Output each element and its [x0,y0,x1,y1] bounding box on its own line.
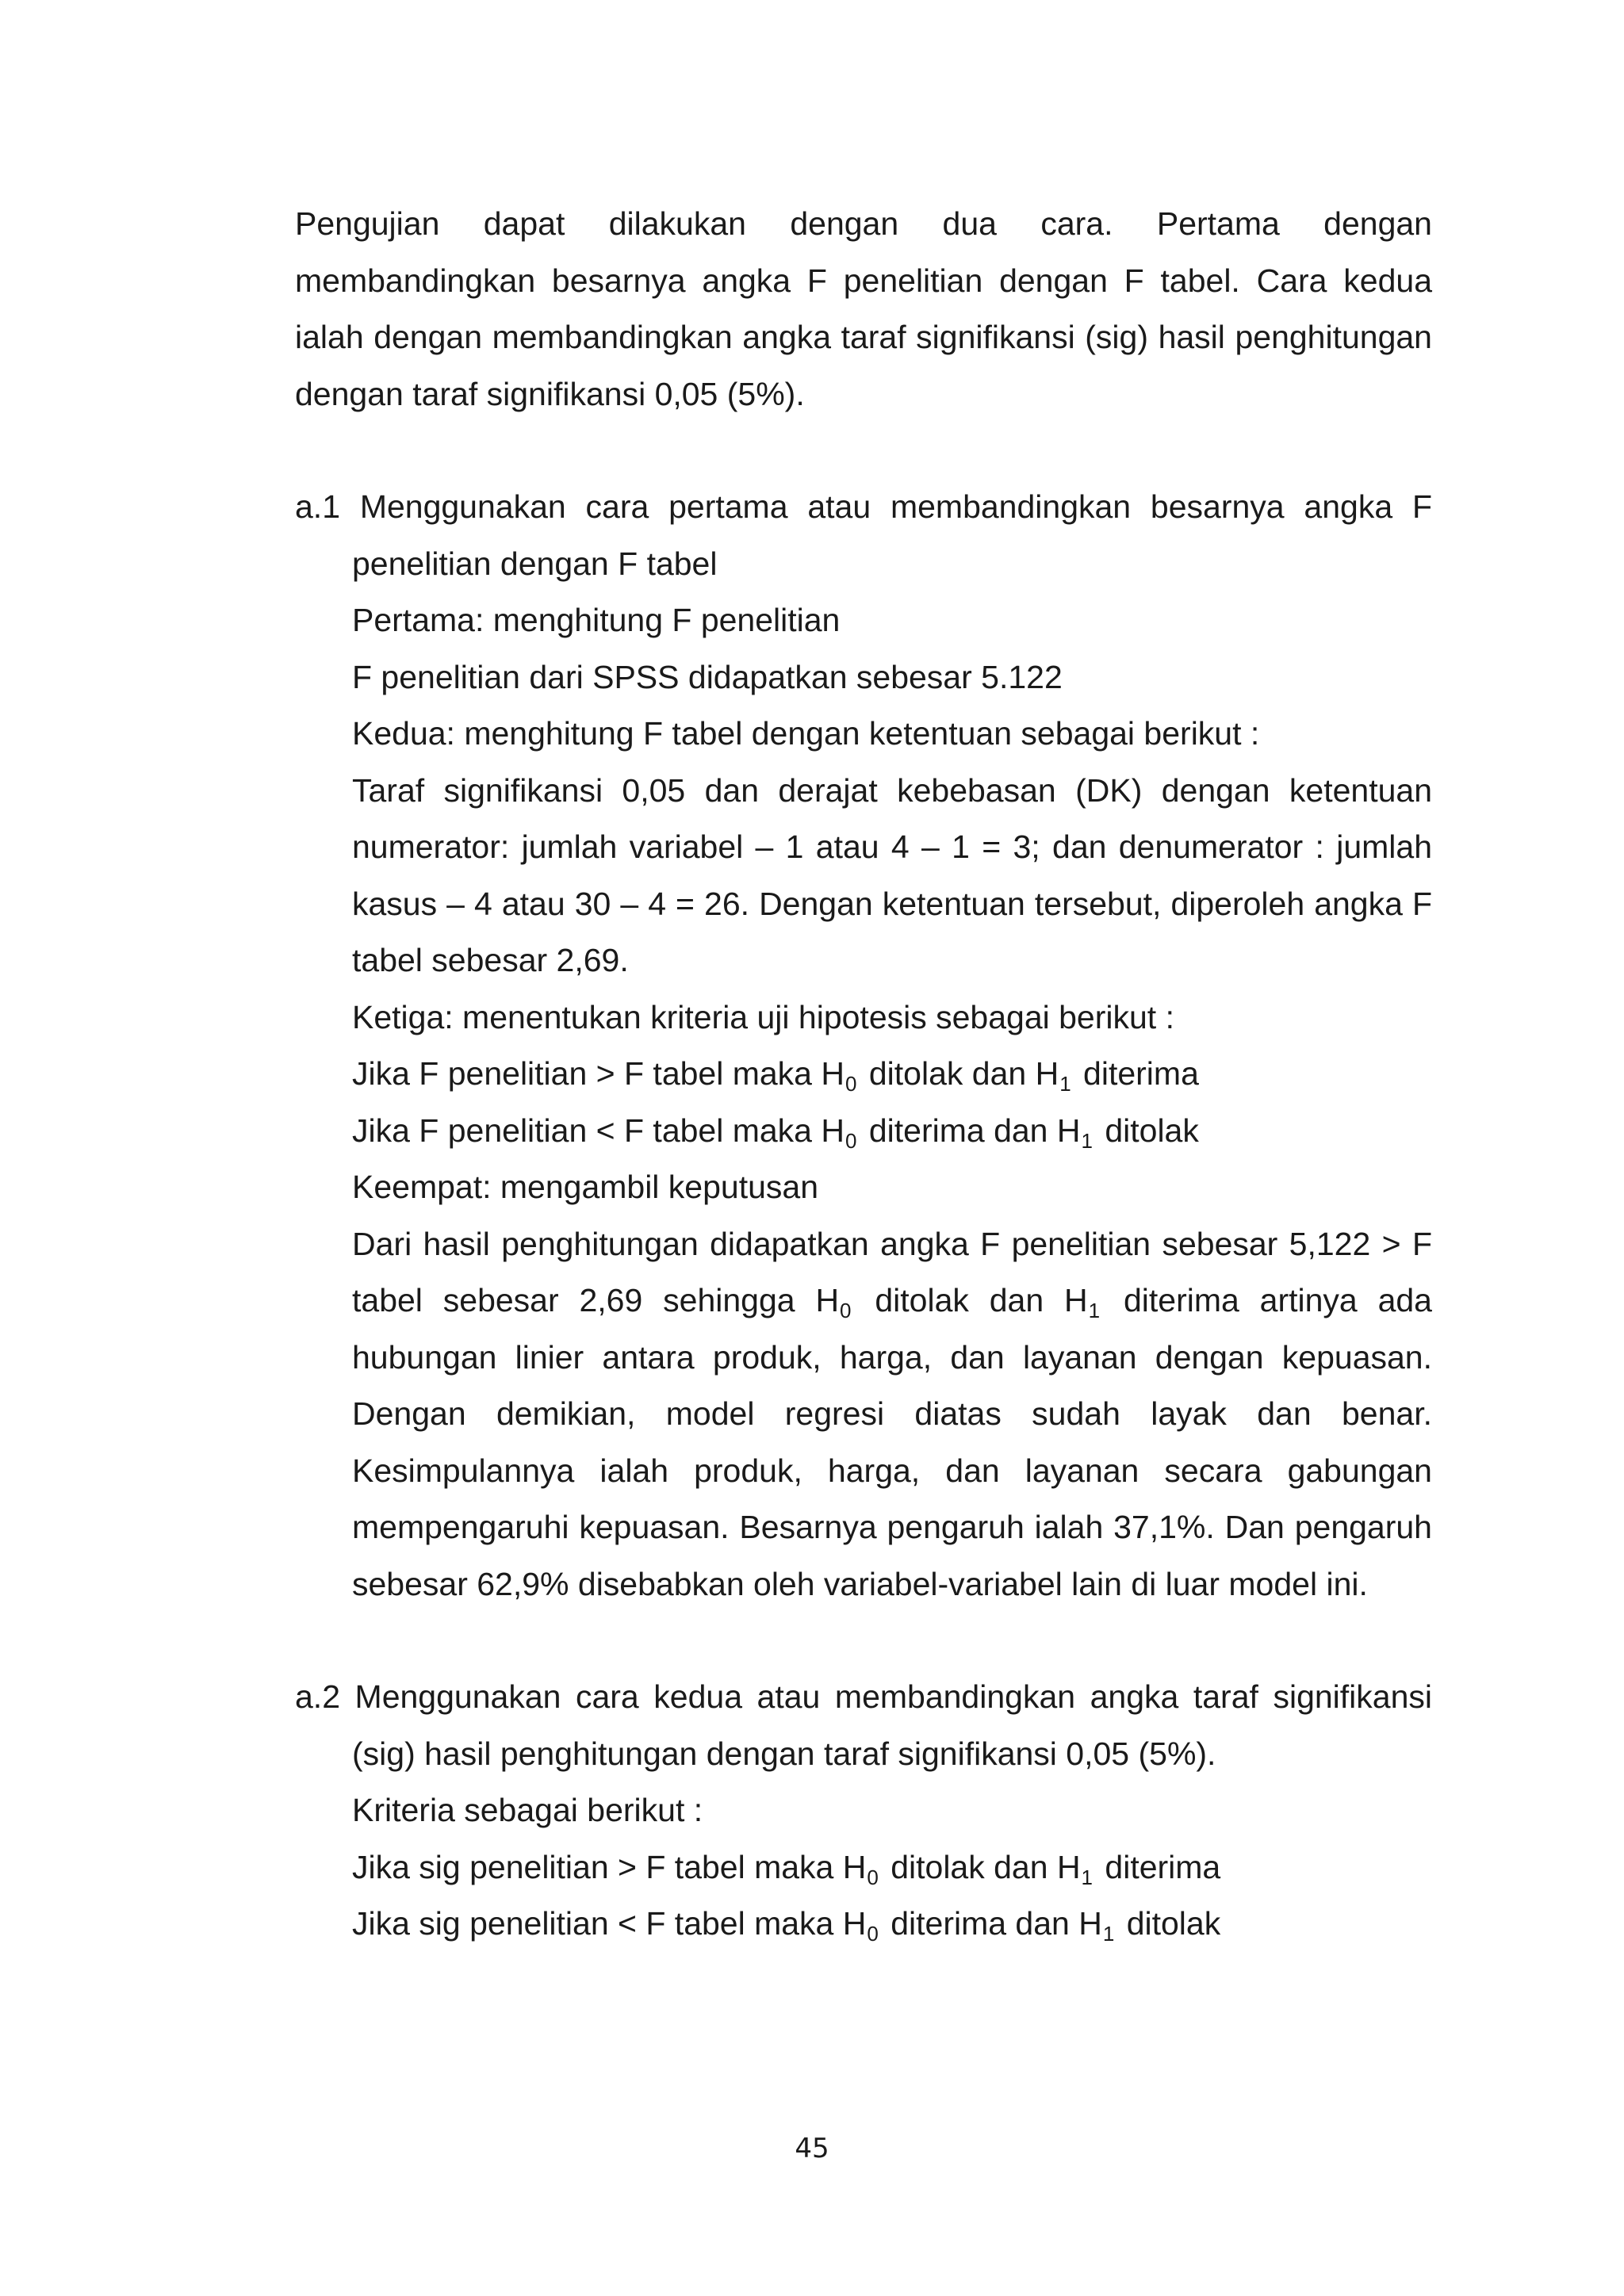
section-a2 [295,1669,1432,1953]
section-a2-heading: a.2 Menggunakan cara kedua atau membandingkan angka taraf signifikansi (sig) hasil penghitungan dengan taraf signifikansi 0,05 (5%). [295,1678,1432,1772]
step3-label: Ketiga: menentukan kriteria uji hipotesis sebagai berikut : [352,998,1174,1035]
rule-text: ditolak dan [860,1055,1036,1092]
rule-text: ditolak [1117,1905,1221,1942]
intro-paragraph: Pengujian dapat dilakukan dengan dua cara. Pertama dengan membandingkan besarnya angka F penelitian dengan F tabel. Cara kedua ialah dengan membandingkan angka taraf signifikansi (sig) hasil penghitungan dengan taraf signifikansi 0,05 (5%). [295,205,1432,412]
h0-symbol: $H_0$ [821,1112,857,1153]
step2-text: Taraf signifikansi 0,05 dan derajat kebebasan (DK) dengan ketentuan numerator: jumlah variabel – 1 atau 4 – 1 = 3; dan denumerator : jumlah kasus – 4 atau 30 – 4 = 26. Dengan ketentuan tersebut, diperoleh angka F tabel sebesar 2,69. [352,771,1432,978]
rule-text: ditolak dan [881,1848,1057,1885]
rule-text: diterima [1096,1848,1221,1885]
h1-symbol: $H_1$ [1078,1905,1115,1946]
h1-symbol: $H_1$ [1035,1055,1071,1096]
h0-symbol: $H_0$ [815,1282,852,1322]
section-a1 [295,479,1432,1613]
criteria-rule-1 [295,1046,1432,1103]
h0-symbol: $H_0$ [842,1848,879,1889]
sig-rule-1 [295,1839,1432,1896]
rule-text: diterima dan [881,1905,1079,1942]
h1-symbol: $H_1$ [1064,1282,1101,1322]
rule-text: Jika sig penelitian < F tabel maka [352,1905,843,1942]
rule-text: diterima dan [860,1112,1057,1149]
page-body [295,196,1432,2009]
step1-value: F penelitian dari SPSS didapatkan sebesar 5.122 [352,658,1063,695]
decision-paragraph: Dari hasil penghitungan didapatkan angka F penelitian sebesar 5,122 > F tabel sebesar 2,69 sehingga $H_0$ ditolak dan $H_1$ diterima artinya ada hubungan linier antara produk, harga, dan layanan dengan kepuasan. Dengan demikian, model regresi diatas sudah layak dan benar. Kesimpulannya ialah produk, harga, dan layanan secara gabungan mempengaruhi kepuasan. Besarnya pengaruh ialah 37,1%. Dan pengaruh sebesar 62,9% disebabkan oleh variabel-variabel lain di luar model ini. [352,1225,1432,1602]
step1-label: Pertama: menghitung F penelitian [352,602,841,638]
rule-text: Jika F penelitian < F tabel maka [352,1112,822,1149]
rule-text: Jika F penelitian > F tabel maka [352,1055,822,1092]
rule-text: ditolak [1095,1112,1199,1149]
section-a1-heading: a.1 Menggunakan cara pertama atau membandingkan besarnya angka F penelitian dengan F tabel [295,488,1432,582]
step4-label: Keempat: mengambil keputusan [352,1169,819,1205]
sig-rule-2 [295,1896,1432,1953]
step2-label: Kedua: menghitung F tabel dengan ketentuan sebagai berikut : [352,715,1260,752]
h0-symbol: $H_0$ [821,1055,857,1096]
criteria-rule-2 [295,1103,1432,1160]
h0-symbol: $H_0$ [842,1905,879,1946]
page-number: 45 [795,2133,829,2164]
rule-text: diterima [1074,1055,1199,1092]
h1-symbol: $H_1$ [1056,1112,1093,1153]
criteria-label: Kriteria sebagai berikut : [352,1792,703,1828]
h1-symbol: $H_1$ [1056,1848,1094,1889]
rule-text: Jika sig penelitian > F tabel maka [352,1848,843,1885]
